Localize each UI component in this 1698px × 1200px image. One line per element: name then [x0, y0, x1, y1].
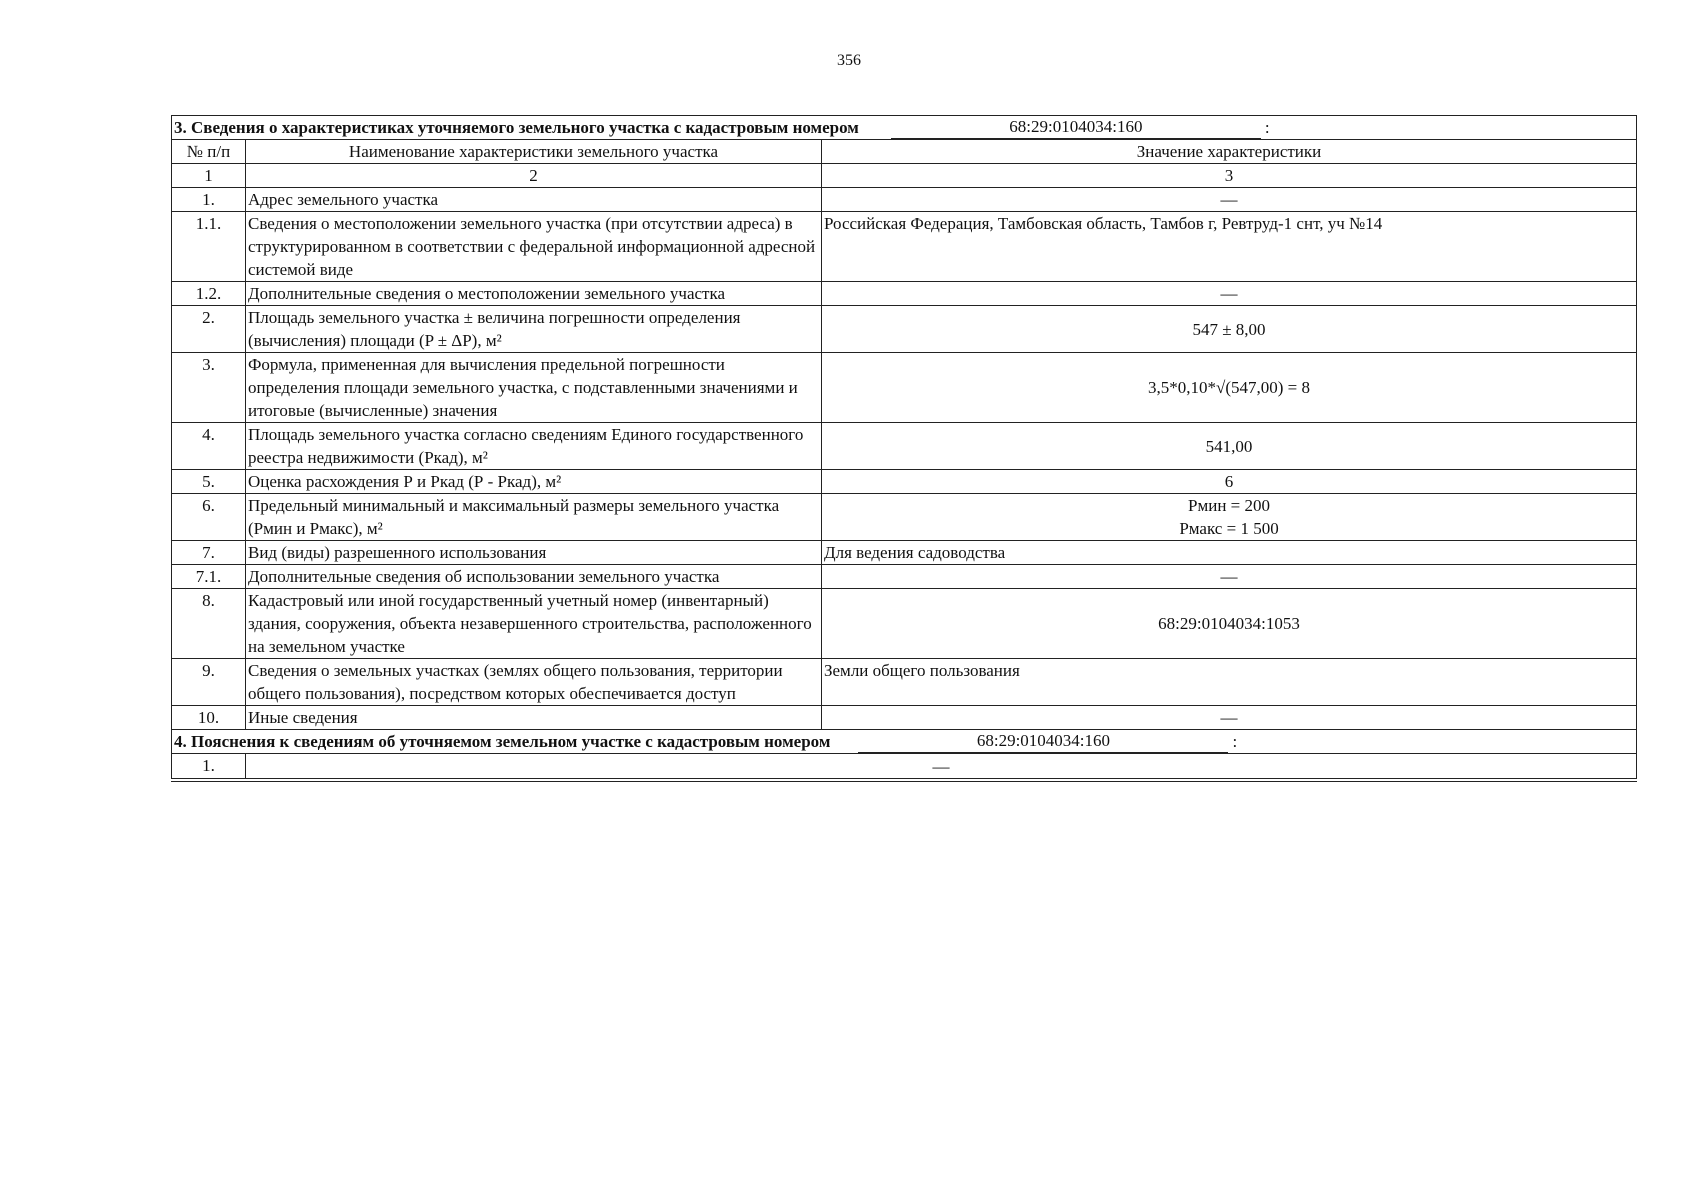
row-number: 1.2. — [172, 282, 246, 306]
table-row — [172, 470, 1637, 494]
row-value: Для ведения садоводства — [822, 541, 1637, 565]
row-value: — — [822, 706, 1637, 730]
row-value: 541,00 — [822, 423, 1637, 470]
row-name: Формула, примененная для вычисления предельной погрешности определения площади земельного участка, с подставленными значениями и итоговые (вычисленные) значения — [246, 353, 822, 423]
row-number: 9. — [172, 659, 246, 706]
table-row — [172, 306, 1637, 353]
row-number: 1.1. — [172, 212, 246, 282]
row-name: Дополнительные сведения о местоположении земельного участка — [246, 282, 822, 306]
column-index-3: 3 — [822, 164, 1637, 188]
row-number: 5. — [172, 470, 246, 494]
row-number: 7.1. — [172, 565, 246, 589]
row-name: Иные сведения — [246, 706, 822, 730]
row-value: Земли общего пользования — [822, 659, 1637, 706]
row-name: Дополнительные сведения об использовании земельного участка — [246, 565, 822, 589]
row-value: — — [246, 754, 1637, 781]
section4-row — [172, 754, 1637, 781]
row-value: 68:29:0104034:1053 — [822, 589, 1637, 659]
row-name: Вид (виды) разрешенного использования — [246, 541, 822, 565]
row-number: 3. — [172, 353, 246, 423]
table-row — [172, 282, 1637, 306]
table-row — [172, 494, 1637, 541]
row-number: 1. — [172, 754, 246, 781]
row-value: 3,5*0,10*√(547,00) = 8 — [822, 353, 1637, 423]
row-number: 6. — [172, 494, 246, 541]
row-name: Оценка расхождения Р и Ркад (Р - Ркад), м² — [246, 470, 822, 494]
page-number: 356 — [837, 52, 861, 69]
column-index-1: 1 — [172, 164, 246, 188]
section3-title: 3. Сведения о характеристиках уточняемого земельного участка с кадастровым номером — [174, 118, 859, 137]
row-value — [822, 494, 1637, 541]
row-number: 8. — [172, 589, 246, 659]
column-index-2: 2 — [246, 164, 822, 188]
section3-title-cell — [172, 116, 1637, 140]
row-number: 4. — [172, 423, 246, 470]
row-name: Предельный минимальный и максимальный размеры земельного участка (Рмин и Рмакс), м² — [246, 494, 822, 541]
row-name: Площадь земельного участка ± величина погрешности определения (вычисления) площади (P ± ΔP), м² — [246, 306, 822, 353]
row-number: 2. — [172, 306, 246, 353]
land-plot-table — [171, 115, 1637, 782]
area-min-value: Рмин = 200 — [1188, 496, 1271, 515]
row-name: Сведения о местоположении земельного участка (при отсутствии адреса) в структурированном в соответствии с федеральной информационной адресной системой виде — [246, 212, 822, 282]
section3-colon: : — [1264, 118, 1270, 137]
row-value: 547 ± 8,00 — [822, 306, 1637, 353]
row-number: 10. — [172, 706, 246, 730]
row-name: Адрес земельного участка — [246, 188, 822, 212]
row-value: 6 — [822, 470, 1637, 494]
area-max-value: Рмакс = 1 500 — [1179, 519, 1279, 538]
row-value: — — [822, 282, 1637, 306]
column-index-row — [172, 164, 1637, 188]
row-name: Площадь земельного участка согласно сведениям Единого государственного реестра недвижимости (Ркад), м² — [246, 423, 822, 470]
table-row — [172, 353, 1637, 423]
table-row — [172, 706, 1637, 730]
table-row — [172, 565, 1637, 589]
table-row — [172, 212, 1637, 282]
table-row — [172, 589, 1637, 659]
row-name: Сведения о земельных участках (землях общего пользования, территории общего пользования), посредством которых обеспечивается доступ — [246, 659, 822, 706]
row-number: 1. — [172, 188, 246, 212]
table-row — [172, 423, 1637, 470]
row-number: 7. — [172, 541, 246, 565]
section4-title-cell — [172, 730, 1637, 754]
row-value: — — [822, 188, 1637, 212]
column-header-number: № п/п — [172, 140, 246, 164]
row-name: Кадастровый или иной государственный учетный номер (инвентарный) здания, сооружения, объекта незавершенного строительства, расположенного на земельном участке — [246, 589, 822, 659]
section4-colon: : — [1232, 732, 1238, 751]
row-value: Российская Федерация, Тамбовская область, Тамбов г, Ревтруд-1 снт, уч №14 — [822, 212, 1637, 282]
section3-header-row — [172, 116, 1637, 140]
table-row — [172, 659, 1637, 706]
section3-cadastral-number: 68:29:0104034:160 — [891, 116, 1261, 139]
section4-title: 4. Пояснения к сведениям об уточняемом земельном участке с кадастровым номером — [174, 732, 831, 751]
row-value: — — [822, 565, 1637, 589]
column-header-row — [172, 140, 1637, 164]
table-row — [172, 541, 1637, 565]
column-header-value: Значение характеристики — [822, 140, 1637, 164]
section4-cadastral-number: 68:29:0104034:160 — [858, 730, 1228, 753]
column-header-name: Наименование характеристики земельного участка — [246, 140, 822, 164]
table-row — [172, 188, 1637, 212]
section4-header-row — [172, 730, 1637, 754]
